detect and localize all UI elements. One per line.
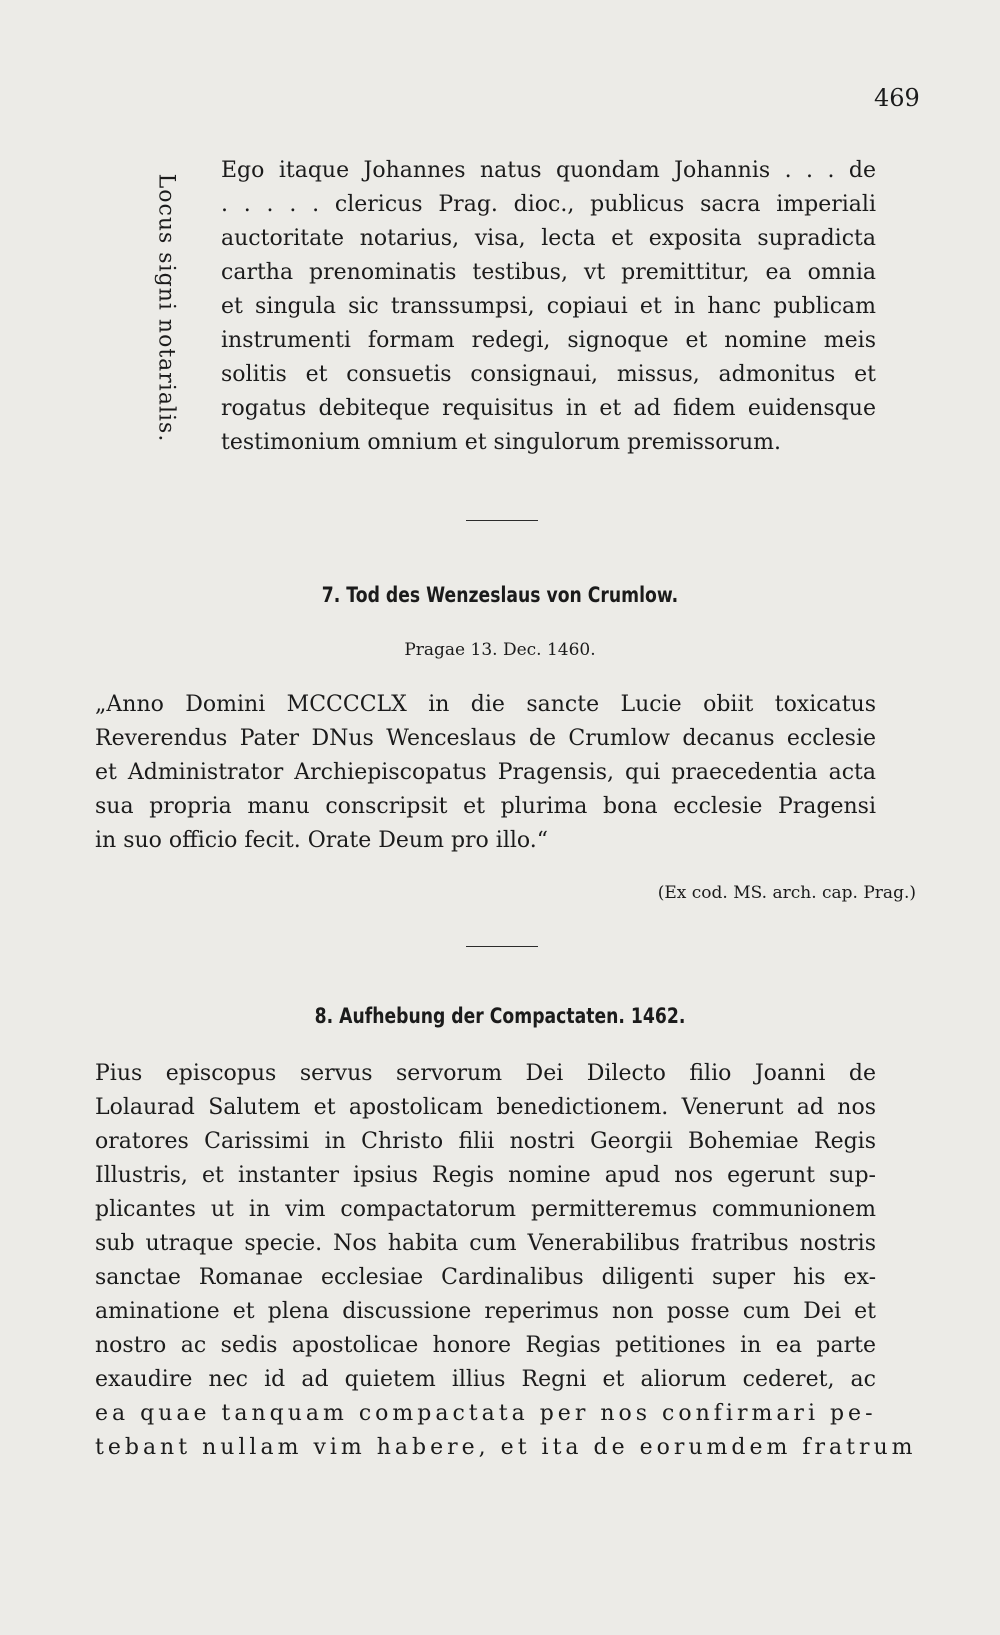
section-8-line-1: Pius episcopus servus servorum Dei Dilecto filio Joanni de: [95, 1061, 876, 1086]
section-8-line-12: tebant nullam vim habere, et ita de eorumdem fratrum: [95, 1435, 917, 1460]
section-8-line-10: exaudire nec id ad quietem illius Regni et aliorum cederet, ac: [95, 1367, 876, 1392]
section-8-line-11: ea quae tanquam compactata per nos confirmari pe-: [95, 1401, 877, 1426]
section-8-line-8: aminatione et plena discussione reperimus non posse cum Dei et: [95, 1299, 876, 1324]
section-7-dateline: Pragae 13. Dec. 1460.: [404, 640, 596, 660]
notary-line-3: auctoritate notarius, visa, lecta et exposita supradicta: [221, 226, 876, 251]
notary-line-9: testimonium omnium et singulorum premissorum.: [221, 430, 782, 455]
section-7-line-5: in suo officio fecit. Orate Deum pro illo.“: [95, 828, 548, 853]
section-8-line-9: nostro ac sedis apostolicae honore Regias petitiones in ea parte: [95, 1333, 876, 1358]
section-7-line-4: sua propria manu conscripsit et plurima bona ecclesie Pragensi: [95, 794, 876, 819]
divider-rule-2: [466, 946, 538, 947]
notary-line-6: instrumenti formam redegi, signoque et nomine meis: [221, 328, 876, 353]
section-7-line-1: „Anno Domini MCCCCLX in die sancte Lucie obiit toxicatus: [95, 692, 876, 717]
divider-rule-1: [466, 520, 538, 521]
section-7-heading: 7. Tod des Wenzeslaus von Crumlow.: [321, 583, 679, 607]
section-8-line-5: plicantes ut in vim compactatorum permitteremus communionem: [95, 1197, 876, 1222]
marginal-note-text: Locus signi notarialis.: [153, 173, 179, 443]
notary-line-2: . . . . . clericus Prag. dioc., publicus sacra imperiali: [221, 192, 876, 217]
section-8-line-4: Illustris, et instanter ipsius Regis nomine apud nos egerunt sup-: [95, 1163, 876, 1188]
section-7-line-3: et Administrator Archiepiscopatus Pragensis, qui praecedentia acta: [95, 760, 876, 785]
notary-line-7: solitis et consuetis consignaui, missus, admonitus et: [221, 362, 876, 387]
notary-line-4: cartha prenominatis testibus, vt premittitur, ea omnia: [221, 260, 876, 285]
notary-line-1: Ego itaque Johannes natus quondam Johannis . . . de: [221, 158, 876, 183]
notary-line-8: rogatus debiteque requisitus in et ad fidem euidensque: [221, 396, 876, 421]
section-7-source: (Ex cod. MS. arch. cap. Prag.): [657, 883, 916, 903]
page-number: 469: [874, 84, 920, 112]
section-8-line-3: oratores Carissimi in Christo filii nostri Georgii Bohemiae Regis: [95, 1129, 876, 1154]
section-8-line-2: Lolaurad Salutem et apostolicam benedictionem. Venerunt ad nos: [95, 1095, 876, 1120]
section-7-line-2: Reverendus Pater DNus Wenceslaus de Crumlow decanus ecclesie: [95, 726, 876, 751]
section-8-line-7: sanctae Romanae ecclesiae Cardinalibus diligenti super his ex-: [95, 1265, 876, 1290]
notary-line-5: et singula sic transsumpsi, copiaui et in hanc publicam: [221, 294, 876, 319]
section-8-line-6: sub utraque specie. Nos habita cum Venerabilibus fratribus nostris: [95, 1231, 876, 1256]
section-8-heading: 8. Aufhebung der Compactaten. 1462.: [314, 1004, 686, 1028]
